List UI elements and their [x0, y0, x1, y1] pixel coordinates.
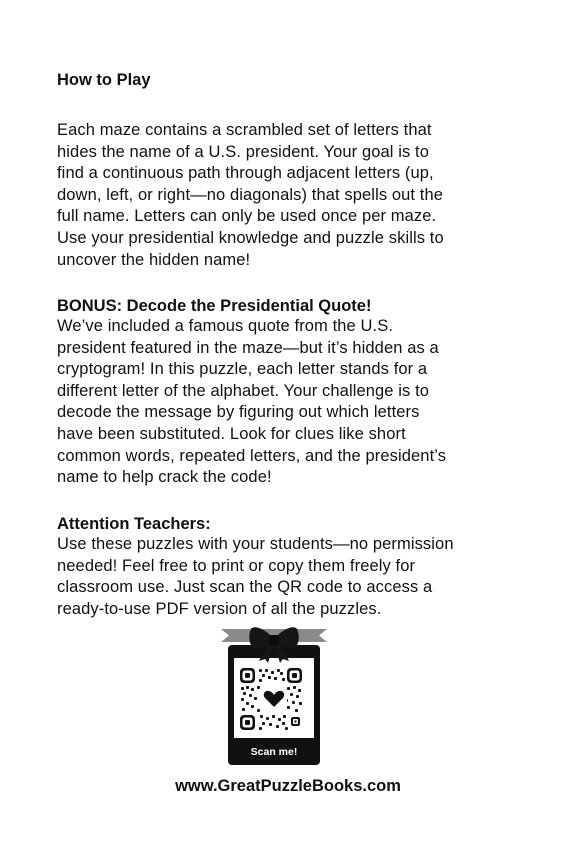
- text-line: have been substituted. Look for clues like short: [57, 424, 406, 443]
- how-to-play-text: [57, 120, 527, 271]
- text-line: needed! Feel free to print or copy them freely for: [57, 556, 416, 575]
- text-line: name to help crack the code!: [57, 468, 272, 487]
- text-line: find a continuous path through adjacent letters (up,: [57, 164, 434, 183]
- text-line: president featured in the maze—but it’s hidden as a: [57, 338, 439, 357]
- text-line: Use your presidential knowledge and puzzle skills to: [57, 228, 444, 247]
- text-line: down, left, or right—no diagonals) that spells out the: [57, 185, 444, 204]
- text-line: common words, repeated letters, and the president’s: [57, 446, 447, 465]
- text-line: ready-to-use PDF version of all the puzzles.: [57, 599, 382, 618]
- website-link[interactable]: www.GreatPuzzleBooks.com: [175, 777, 401, 795]
- text-line: classroom use. Just scan the QR code to access a: [57, 578, 433, 597]
- bonus-text: [57, 316, 527, 489]
- text-line: Each maze contains a scrambled set of letters that: [57, 121, 432, 139]
- bonus-heading: BONUS: Decode the Presidential Quote!: [57, 297, 372, 315]
- text-line: We’ve included a famous quote from the U.S.: [57, 317, 393, 335]
- teachers-heading: Attention Teachers:: [57, 515, 211, 533]
- text-line: decode the message by figuring out which letters: [57, 403, 420, 422]
- how-to-play-heading: How to Play: [57, 71, 151, 89]
- text-line: uncover the hidden name!: [57, 250, 251, 269]
- qr-code-badge[interactable]: [221, 626, 327, 767]
- text-line: full name. Letters can only be used once per maze.: [57, 207, 437, 226]
- text-line: cryptogram! In this puzzle, each letter stands for a: [57, 360, 428, 379]
- teachers-text: [57, 534, 527, 620]
- text-line: different letter of the alphabet. Your challenge is to: [57, 381, 430, 400]
- text-line: Use these puzzles with your students—no permission: [57, 535, 454, 553]
- qr-caption: Scan me!: [250, 746, 298, 758]
- text-line: hides the name of a U.S. president. Your goal is to: [57, 142, 429, 161]
